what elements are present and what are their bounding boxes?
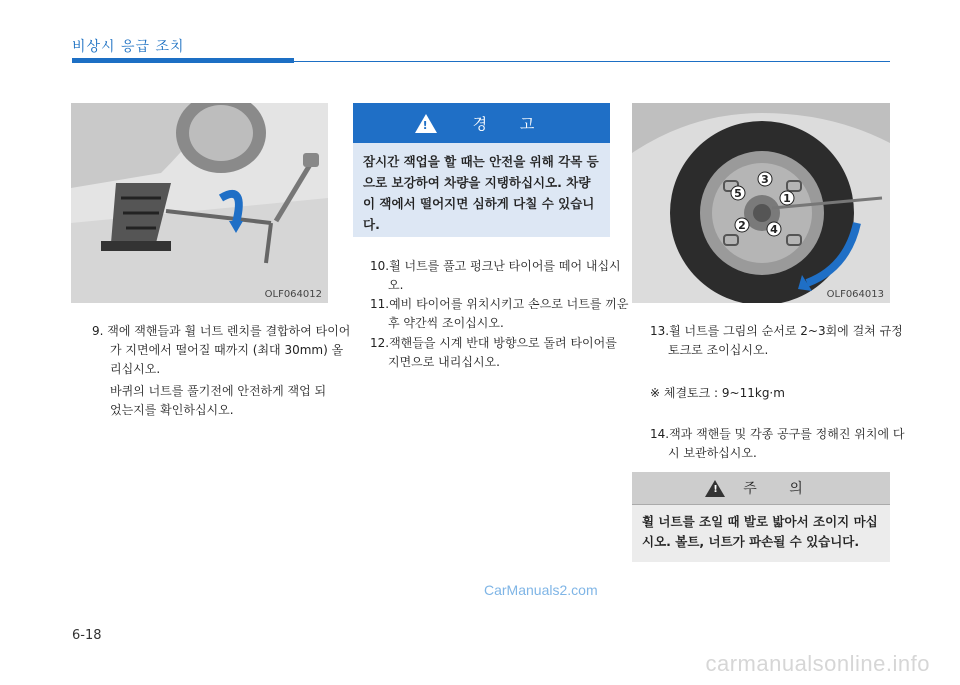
nut-label: 1 bbox=[783, 192, 791, 205]
figure-code: OLF064013 bbox=[826, 289, 884, 300]
jack-illustration bbox=[71, 103, 328, 303]
nut-label: 5 bbox=[734, 187, 742, 200]
watermark-link[interactable]: CarManuals2.com bbox=[484, 582, 598, 598]
step-9-note: 바퀴의 너트를 풀기전에 안전하게 잭업 되었는지를 확인하십시오. bbox=[110, 384, 327, 417]
figure-code: OLF064012 bbox=[264, 289, 322, 300]
header-rule bbox=[294, 61, 890, 62]
warning-header bbox=[353, 103, 610, 143]
step-11: 11.예비 타이어를 위치시키고 손으로 너트를 끼운 후 약간씩 조이십시오. bbox=[370, 297, 629, 330]
section-title: 비상시 응급 조치 bbox=[72, 39, 185, 55]
nut-label: 3 bbox=[761, 173, 769, 186]
caution-title: 주 의 bbox=[743, 481, 817, 497]
page-number: 6-18 bbox=[72, 628, 102, 643]
wheel-drawing bbox=[632, 103, 890, 303]
warning-box bbox=[353, 103, 610, 237]
caution-box bbox=[632, 472, 890, 562]
warning-text: 잠시간 잭업을 할 때는 안전을 위해 각목 등으로 보강하여 차량을 지탱하십시오. 차량이 잭에서 떨어지면 심하게 다칠 수 있습니다. bbox=[363, 154, 599, 232]
step-14: 14.잭과 잭핸들 및 각종 공구를 정해진 위치에 다시 보관하십시오. bbox=[650, 427, 905, 460]
torque-note: ※ 체결토크 : 9~11kg·m bbox=[650, 386, 785, 400]
step-9: 9. 잭에 잭핸들과 휠 너트 렌치를 결합하여 타이어가 지면에서 떨어질 때까지 (최대 30mm) 올리십시오. bbox=[92, 324, 351, 376]
header-bar bbox=[72, 58, 294, 63]
step-12: 12.잭핸들을 시계 반대 방향으로 돌려 타이어를 지면으로 내리십시오. bbox=[370, 336, 617, 369]
caution-header bbox=[632, 472, 890, 505]
caution-triangle-icon: ! bbox=[705, 480, 725, 497]
nut-label: 2 bbox=[738, 219, 746, 232]
jack-drawing bbox=[71, 103, 328, 303]
wheel-illustration bbox=[632, 103, 890, 303]
step-10: 10.휠 너트를 풀고 펑크난 타이어를 떼어 내십시오. bbox=[370, 259, 621, 292]
warning-triangle-icon: ! bbox=[415, 114, 437, 133]
caution-text: 휠 너트를 조일 때 발로 밟아서 조이지 마십시오. 볼트, 너트가 파손될 수 있습니다. bbox=[642, 514, 878, 549]
warning-title: 경 고 bbox=[472, 114, 549, 133]
watermark-footer: carmanualsonline.info bbox=[705, 651, 930, 676]
step-13: 13.휠 너트를 그림의 순서로 2~3회에 걸쳐 규정 토크로 조이십시오. bbox=[650, 324, 903, 357]
nut-label: 4 bbox=[770, 223, 778, 236]
